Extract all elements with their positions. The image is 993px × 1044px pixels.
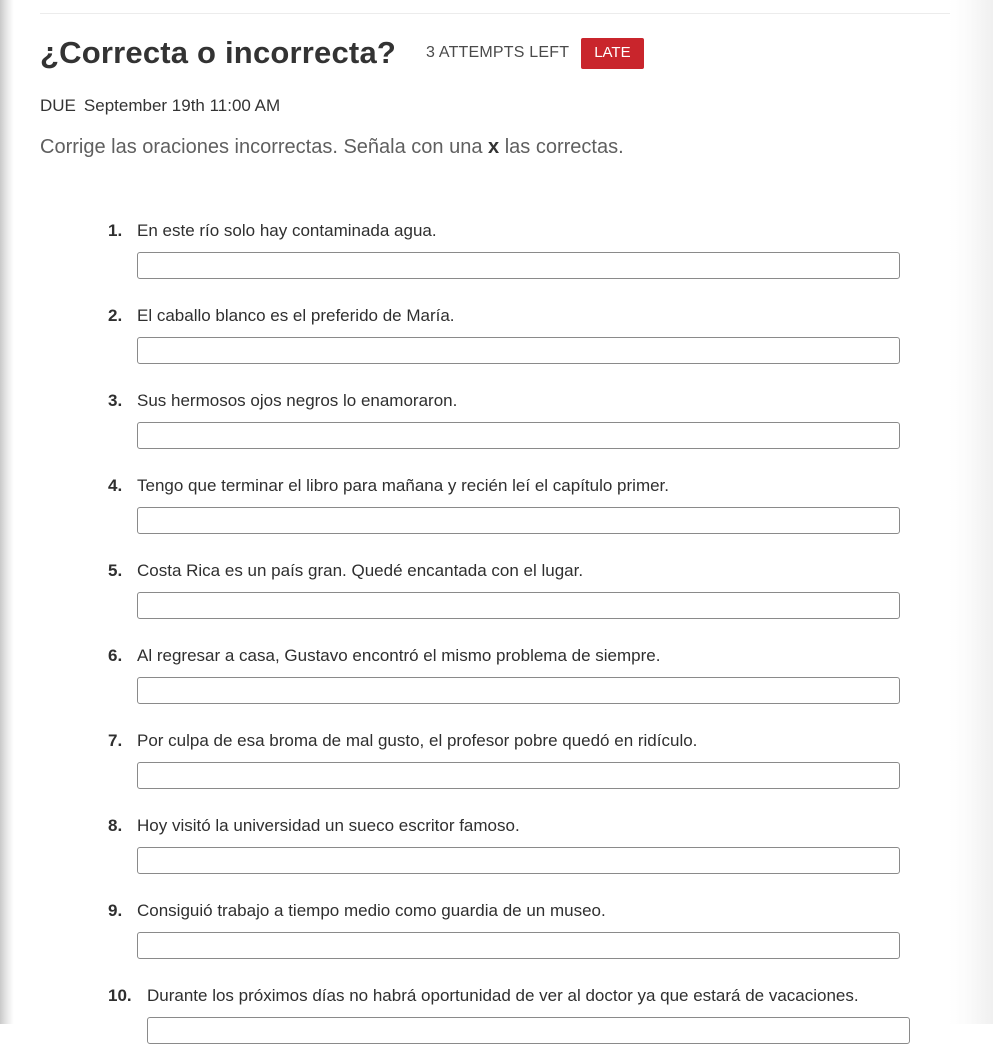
question-text: Durante los próximos días no habrá oportunidad de ver al doctor ya que estará de vacaciones.: [147, 986, 859, 1005]
answer-input[interactable]: [137, 507, 900, 534]
answer-input[interactable]: [137, 422, 900, 449]
late-status-badge: LATE: [581, 38, 643, 69]
question-item: [108, 476, 948, 496]
answer-input[interactable]: [137, 762, 900, 789]
question-number: 2.: [108, 306, 123, 325]
instructions: [40, 136, 624, 159]
right-edge-shade: [949, 0, 993, 1024]
question-text: El caballo blanco es el preferido de María.: [137, 306, 455, 325]
question-text: Hoy visitó la universidad un sueco escritor famoso.: [137, 816, 520, 835]
attempts-left-label: 3 ATTEMPTS LEFT: [426, 44, 570, 61]
instructions-emphasis: x: [488, 136, 500, 158]
answer-input[interactable]: [137, 677, 900, 704]
question-item: [108, 221, 948, 241]
question-number: 3.: [108, 391, 123, 410]
question-number: 10.: [108, 986, 132, 1005]
question-item: [108, 561, 948, 581]
answer-input[interactable]: [137, 252, 900, 279]
question-text: Consiguió trabajo a tiempo medio como guardia de un museo.: [137, 901, 606, 920]
due-date-row: [40, 96, 280, 116]
due-label: DUE: [40, 96, 76, 115]
answer-input[interactable]: [137, 337, 900, 364]
question-item: [108, 391, 948, 411]
page-title: ¿Correcta o incorrecta?: [40, 35, 397, 70]
question-item: [108, 816, 948, 836]
question-item: [108, 901, 948, 921]
due-date: September 19th 11:00 AM: [83, 96, 281, 115]
question-number: 6.: [108, 646, 123, 665]
question-number: 8.: [108, 816, 123, 835]
question-number: 9.: [108, 901, 123, 920]
question-text: Costa Rica es un país gran. Quedé encantada con el lugar.: [137, 561, 584, 580]
question-text: Sus hermosos ojos negros lo enamoraron.: [137, 391, 458, 410]
question-text: En este río solo hay contaminada agua.: [137, 221, 437, 240]
question-number: 7.: [108, 731, 123, 750]
left-edge-shadow: [0, 0, 14, 1024]
question-item: [108, 306, 948, 326]
instructions-text-start: Corrige las oraciones incorrectas. Señala con una: [40, 136, 489, 158]
top-divider: [40, 13, 950, 14]
instructions-text-end: las correctas.: [499, 136, 624, 158]
question-number: 4.: [108, 476, 123, 495]
question-item: [108, 986, 948, 1006]
answer-input[interactable]: [147, 1017, 910, 1044]
answer-input[interactable]: [137, 932, 900, 959]
question-text: Por culpa de esa broma de mal gusto, el profesor pobre quedó en ridículo.: [137, 731, 698, 750]
question-item: [108, 731, 948, 751]
question-number: 1.: [108, 221, 123, 240]
question-text: Al regresar a casa, Gustavo encontró el mismo problema de siempre.: [137, 646, 661, 665]
header: [40, 30, 644, 76]
question-number: 5.: [108, 561, 123, 580]
question-text: Tengo que terminar el libro para mañana y recién leí el capítulo primer.: [137, 476, 670, 495]
question-item: [108, 646, 948, 666]
answer-input[interactable]: [137, 592, 900, 619]
answer-input[interactable]: [137, 847, 900, 874]
